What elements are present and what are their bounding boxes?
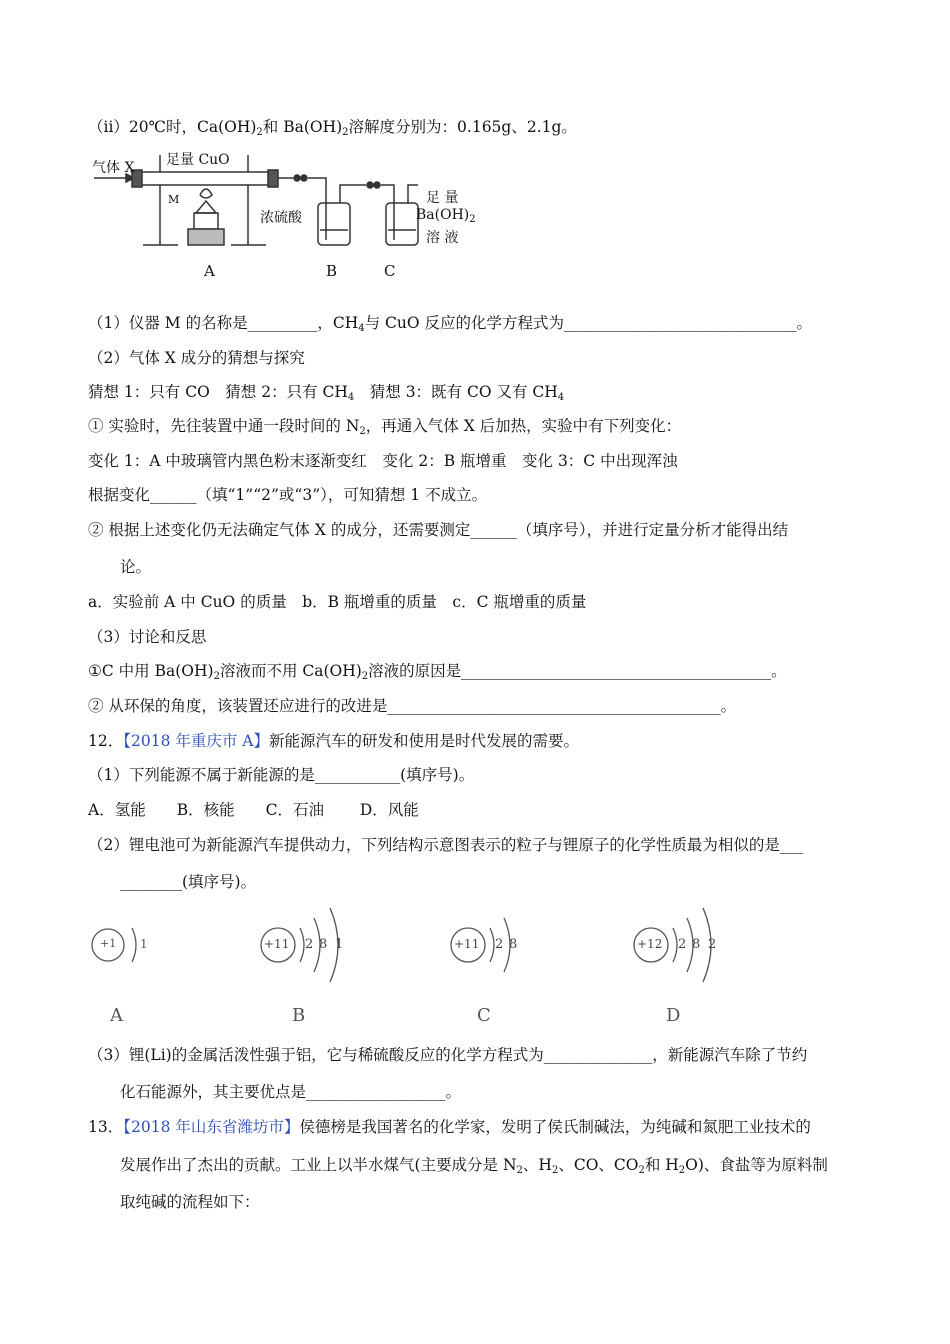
zuliang-label: 足 量 [426,190,459,206]
m-label: M [168,193,180,206]
alcohol-lamp [194,213,218,229]
apparatus-diagram [88,145,488,285]
q12-part-3a: （3）锂(Li)的金属活泼性强于铝，它与稀硫酸反应的化学方程式为______________，新能源汽车除了节约 [88,1046,808,1064]
atom-c-shell-2: 8 [509,937,518,952]
q13-line-2: 发展作出了杰出的贡献。工业上以半水煤气(主要成分是 $N_2$、$H_2$、CO、$CO_2$和 $H_2O$)、食盐等为原料制 [120,1156,828,1176]
atom-b-nucleus-charge: +11 [264,937,290,951]
q12-options: A．氢能 B．核能 C．石油 D．风能 [88,801,419,819]
rongye-label: 溶 液 [426,230,459,246]
atom-b-label: B [292,1005,306,1026]
q12-part-1: （1）下列能源不属于新能源的是___________(填序号)。 [88,766,475,784]
question-3: （3）讨论和反思 [88,628,207,646]
cuo-label: 足量 CuO [166,152,230,168]
atom-d-shell-1: 2 [678,937,687,952]
bottle-c [386,203,418,245]
basis-line: 根据变化______（填“1”“2”或“3”），可知猜想 1 不成立。 [88,486,488,504]
step-2b: 论。 [120,558,152,576]
atom-a-shell [132,928,136,962]
solubility-line: （ⅱ）20℃时，$Ca(OH)_2$和 $Ba(OH)_2$溶解度分别为：0.165g、2.1g。 [88,118,577,138]
question-1: （1）仪器 M 的名称是_________，$CH_4$与 CuO 反应的化学方程式为______________________________。 [88,314,812,334]
tube-b-to-c [340,185,366,203]
atom-d-shell-2: 8 [692,937,701,952]
question-13: 13．【2018 年山东省潍坊市】侯德榜是我国著名的化学家，发明了侯氏制碱法，为纯碱和氮肥工业技术的 [88,1118,811,1136]
atom-diagrams [88,900,848,1035]
q12-part-2a: （2）锂电池可为新能源汽车提供动力，下列结构示意图表示的粒子与锂原子的化学性质最为相似的是___ [88,836,804,854]
atom-a-nucleus-charge: +1 [100,937,117,950]
reflect-2: ② 从环保的角度，该装置还应进行的改进是___________________________________________。 [88,697,737,715]
glass-tube [140,172,270,185]
atom-b-shell-2: 8 [319,937,328,952]
atom-b-shell-3: 1 [335,937,344,952]
apparatus-a-label: A [204,262,215,280]
acid-label: 浓硫酸 [260,210,302,226]
atom-d-shell-3: 2 [708,937,717,952]
atom-c-nucleus-charge: +11 [454,937,480,951]
reflect-1: ①C 中用 $Ba(OH)_2$溶液而不用 $Ca(OH)_2$溶液的原因是________________________________________。 [88,662,787,682]
tube-to-c [381,185,394,240]
alcohol-lamp-top [196,201,216,213]
changes-line: 变化 1：A 中玻璃管内黑色粉末逐渐变红 变化 2：B 瓶增重 变化 3：C 中出现浑浊 [88,452,678,470]
guess-line: 猜想 1：只有 CO 猜想 2：只有 $CH_4$ 猜想 3：既有 CO 又有 $CH_4$ [88,383,565,403]
q13-line-3: 取纯碱的流程如下： [120,1193,260,1211]
baoh2-label: $Ba(OH)_2$ [416,207,476,225]
q12-part-3b: 化石能源外，其主要优点是__________________。 [120,1083,462,1101]
step-2a: ② 根据上述变化仍无法确定气体 X 的成分，还需要测定______（填序号），并进行定量分析才能得出结 [88,521,789,539]
apparatus-c-label: C [384,262,396,280]
q12-part-2b: ________(填序号)。 [120,873,257,891]
lamp-block [188,229,224,245]
question-12: 12．【2018 年重庆市 A】新能源汽车的研发和使用是时代发展的需要。 [88,732,579,750]
atom-b-shell-1: 2 [305,937,314,952]
apparatus-b-label: B [326,262,338,280]
tube-to-b [308,178,326,200]
atom-d-nucleus-charge: +12 [637,937,663,951]
bottle-b [318,203,350,245]
atom-d-label: D [666,1005,681,1026]
step-1: ① 实验时，先往装置中通一段时间的 $N_2$，再通入气体 X 后加热，实验中有下列变化： [88,417,682,437]
atom-a-shell-1: 1 [140,937,148,951]
atom-a-label: A [110,1005,123,1026]
gas-x-label: 气体 X [92,160,135,176]
atom-c-shell-1: 2 [495,937,504,952]
atom-c-label: C [477,1005,491,1026]
flame [200,189,212,198]
options-abc: a．实验前 A 中 CuO 的质量 b．B 瓶增重的质量 c．C 瓶增重的质量 [88,593,587,611]
stopper-right [268,170,278,187]
question-2: （2）气体 X 成分的猜想与探究 [88,349,305,367]
